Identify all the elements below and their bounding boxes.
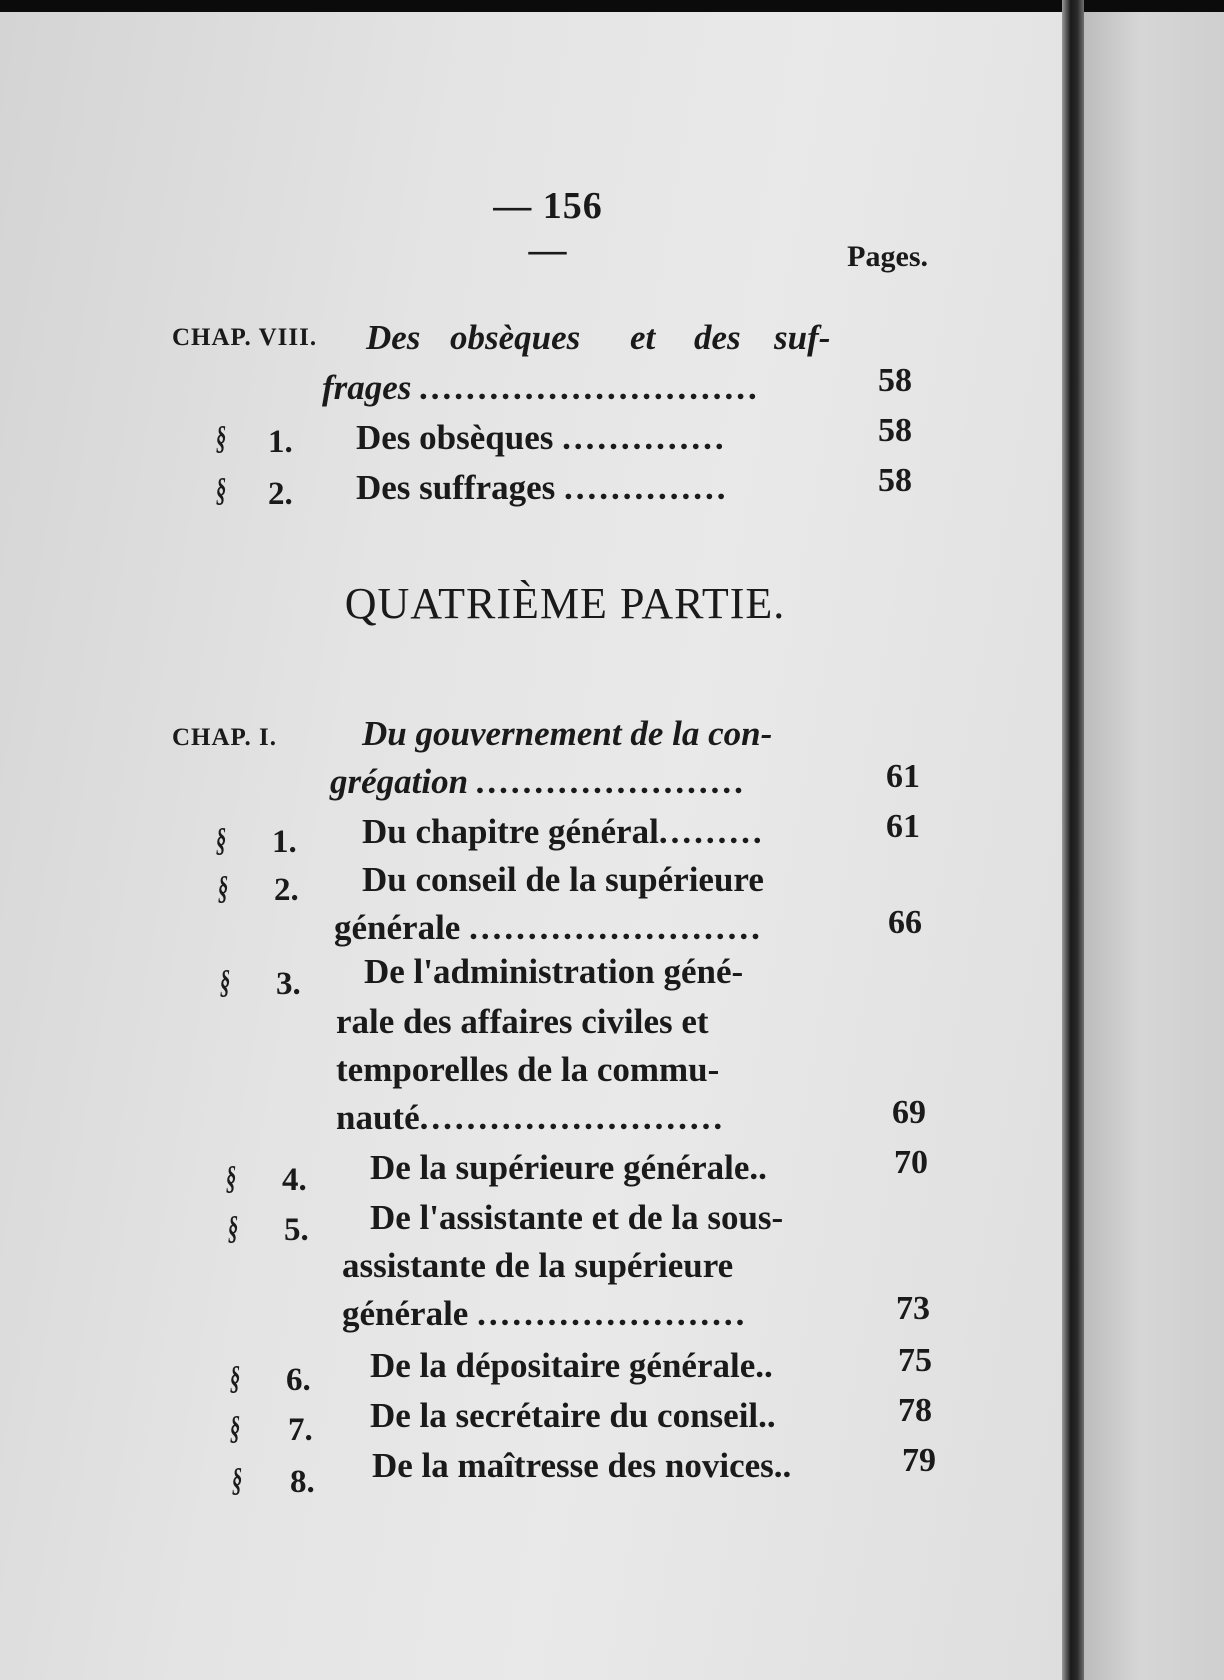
- section-number: 4.: [282, 1162, 307, 1198]
- section-number: 5.: [284, 1212, 309, 1248]
- chapter-label: CHAP. I.: [172, 724, 278, 751]
- leader-dots: ..............: [562, 418, 727, 457]
- section-title: générale: [334, 908, 461, 947]
- chapter-title-word: des: [694, 318, 741, 357]
- section-title-line: temporelles de la commu-: [336, 1050, 720, 1089]
- chapter-title-line: [322, 368, 761, 408]
- section-title-line: [334, 908, 763, 948]
- section-title-line: De la maîtresse des novices..: [372, 1446, 792, 1485]
- chapter-title-text: frages: [322, 368, 412, 407]
- page-ref: 70: [894, 1144, 928, 1181]
- section-mark: §: [226, 1160, 237, 1197]
- section-number: 8.: [290, 1464, 315, 1500]
- leader-dots: ..............: [564, 468, 729, 507]
- page-ref: 69: [892, 1094, 926, 1131]
- section-title-line: [342, 1294, 747, 1334]
- leader-dots: .............................: [420, 368, 761, 407]
- section-number: 3.: [276, 966, 301, 1002]
- page-ref: 78: [898, 1392, 932, 1429]
- leader-dots: .......................: [477, 1294, 748, 1333]
- section-title: générale: [342, 1294, 469, 1333]
- chapter-title-word: suf-: [774, 318, 831, 357]
- section-number: 2.: [274, 872, 299, 908]
- leader-dots: .........: [658, 812, 765, 851]
- section-mark: §: [218, 870, 229, 907]
- section-mark: §: [220, 964, 231, 1001]
- section-title-line: [356, 418, 727, 458]
- section-title-line: De la dépositaire générale..: [370, 1346, 773, 1385]
- page-ref: 58: [878, 462, 912, 499]
- facing-page-edge: [1084, 12, 1224, 1680]
- pages-column-header: Pages.: [847, 240, 928, 273]
- chapter-title-word: obsèques: [450, 318, 581, 357]
- section-mark: §: [216, 822, 227, 859]
- section-title-line: Du conseil de la supérieure: [362, 860, 764, 899]
- leader-dots: .........................: [469, 908, 763, 947]
- chapter-title-line: Du gouvernement de la con-: [362, 714, 773, 753]
- section-number: 2.: [268, 476, 293, 512]
- section-mark: §: [216, 472, 227, 509]
- section-mark: §: [232, 1462, 243, 1499]
- part-heading: QUATRIÈME PARTIE.: [344, 579, 786, 628]
- section-title-line: [356, 468, 729, 508]
- page-ref: 61: [886, 808, 920, 845]
- section-mark: §: [230, 1360, 241, 1397]
- chapter-title-text: grégation: [330, 762, 469, 801]
- page-ref: 58: [878, 362, 912, 399]
- section-title-line: De l'assistante et de la sous-: [370, 1198, 784, 1237]
- section-title-line: rale des affaires civiles et: [336, 1002, 709, 1041]
- page-ref: 66: [888, 904, 922, 941]
- page-ref: 73: [896, 1290, 930, 1327]
- leader-dots: ..........................: [419, 1098, 726, 1137]
- section-mark: §: [230, 1410, 241, 1447]
- section-title-line: assistante de la supérieure: [342, 1246, 734, 1285]
- section-mark: §: [216, 420, 227, 457]
- section-number: 1.: [272, 824, 297, 860]
- page-ref: 58: [878, 412, 912, 449]
- section-title: Des obsèques: [356, 418, 554, 457]
- page-ref: 79: [902, 1442, 936, 1479]
- chapter-title-word: Des: [366, 318, 421, 357]
- section-title-line: De l'administration géné-: [364, 952, 744, 991]
- chapter-label: CHAP. VIII.: [172, 324, 318, 351]
- page-number: — 156 —: [493, 185, 603, 271]
- chapter-title-line: [330, 762, 747, 802]
- section-number: 7.: [288, 1412, 313, 1448]
- section-title: nauté: [336, 1098, 420, 1137]
- section-mark: §: [228, 1210, 239, 1247]
- page-ref: 75: [898, 1342, 932, 1379]
- section-title-line: De la secrétaire du conseil..: [370, 1396, 776, 1435]
- section-title-line: [362, 812, 765, 852]
- section-title: Du chapitre général: [362, 812, 659, 851]
- chapter-title-word: et: [630, 318, 656, 357]
- book-gutter: [1062, 0, 1084, 1680]
- section-title-line: [336, 1098, 725, 1138]
- section-title-line: De la supérieure générale..: [370, 1148, 767, 1187]
- leader-dots: .......................: [476, 762, 748, 801]
- section-title: Des suffrages: [356, 468, 556, 507]
- section-number: 6.: [286, 1362, 311, 1398]
- page-ref: 61: [886, 758, 920, 795]
- section-number: 1.: [268, 424, 293, 460]
